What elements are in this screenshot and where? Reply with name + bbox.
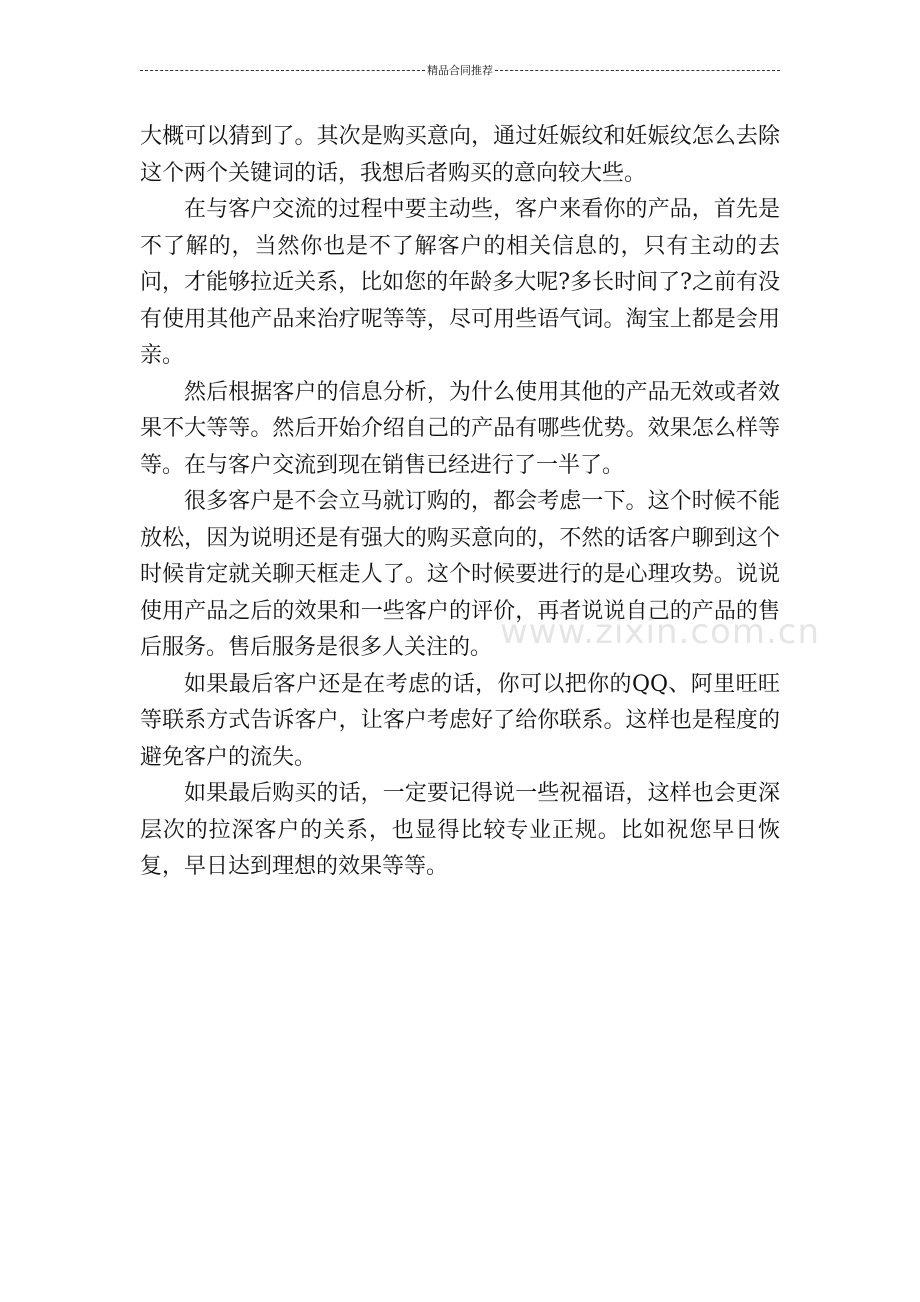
document-body: [140, 119, 780, 886]
header-rule-left: [140, 70, 425, 71]
paragraph-5: 如果最后客户还是在考虑的话，你可以把你的QQ、阿里旺旺等联系方式告诉客户，让客户考虑好了给你联系。这样也是程度的避免客户的流失。: [140, 671, 780, 770]
paragraph-3: 然后根据客户的信息分析，为什么使用其他的产品无效或者效果不大等等。然后开始介绍自己的产品有哪些优势。效果怎么样等等。在与客户交流到现在销售已经进行了一半了。: [140, 379, 780, 478]
header-title: 精品合同推荐: [427, 64, 493, 77]
header-rule-right: [495, 70, 780, 71]
paragraph-4: 很多客户是不会立马就订购的，都会考虑一下。这个时候不能放松，因为说明还是有强大的购买意向的，不然的话客户聊到这个时候肯定就关聊天框走人了。这个时候要进行的是心理攻势。说说使用产品之后的效果和一些客户的评价，再者说说自己的产品的售后服务。售后服务是很多人关注的。: [140, 489, 780, 660]
watermark-text: www.zixin.com.cn: [500, 612, 820, 652]
paragraph-6: 如果最后购买的话，一定要记得说一些祝福语，这样也会更深层次的拉深客户的关系，也显得比较专业正规。比如祝您早日恢复，早日达到理想的效果等等。: [140, 781, 780, 879]
paragraph-1: 大概可以猜到了。其次是购买意向，通过妊娠纹和妊娠纹怎么去除这个两个关键词的话，我想后者购买的意向较大些。: [140, 124, 780, 186]
page-header: [140, 62, 780, 78]
paragraph-2: 在与客户交流的过程中要主动些，客户来看你的产品，首先是不了解的，当然你也是不了解客户的相关信息的，只有主动的去问，才能够拉近关系，比如您的年龄多大呢?多长时间了?之前有没有使用其他产品来治疗呢等等，尽可用些语气词。淘宝上都是会用亲。: [140, 197, 780, 368]
